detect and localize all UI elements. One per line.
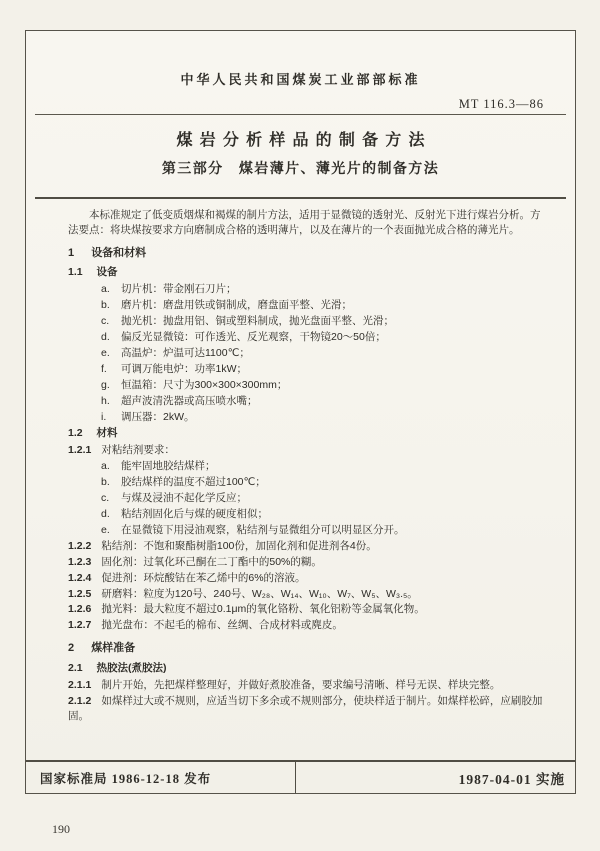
list-item-label: e. [101,346,110,359]
list-item-text: 能牢固地胶结煤样； [121,460,216,473]
document-header [26,31,575,199]
binder-requirements-list [68,459,547,538]
section-2-title: 煤样准备 [91,642,136,655]
clause [68,555,547,570]
list-item [68,314,547,329]
equipment-list [68,282,547,424]
clause-number: 2.1.2 [68,694,92,707]
page-frame [25,30,576,794]
clause [68,539,547,554]
clause-number: 1.2.6 [68,603,92,616]
list-item-label: g. [101,378,110,391]
clause [68,587,547,602]
list-item [68,362,547,377]
list-item-text: 调压器：2kW。 [121,410,195,423]
list-item-text: 磨片机：磨盘用铁或铜制成，磨盘面平整、光滑； [121,299,352,312]
list-item-label: b. [101,476,110,489]
clause-text: 抛光料：最大粒度不超过0.1μm的氧化铬粉、氧化铝粉等金属氧化物。 [101,603,425,616]
clause-text: 粘结剂：不饱和聚酯树脂100份，加固化剂和促进剂各4份。 [101,539,377,552]
list-item-label: d. [101,508,110,521]
section-1-heading [68,246,547,262]
clause-number: 1.2.3 [68,555,92,568]
list-item [68,346,547,361]
clause-text: 促进剂：环烷酸钴在苯乙烯中的6%的溶液。 [101,571,306,584]
list-item [68,475,547,490]
list-item-text: 粘结剂固化后与煤的硬度相似； [121,508,268,521]
list-item-label: c. [101,315,110,328]
list-item-text: 切片机：带金刚石刀片； [121,283,237,296]
list-item-label: a. [101,460,110,473]
footer-issue-box [26,762,296,793]
list-item-label: i. [101,410,107,423]
footer-implement [296,762,575,793]
clause-number: 1.2.2 [68,539,92,552]
subsection-2-1-heading [68,661,547,676]
clause-number: 2.1.1 [68,678,92,691]
list-item-text: 抛光机：抛盘用铝、铜或塑料制成，抛光盘面平整、光滑； [121,315,394,328]
footer-issue-text: 国家标准局 1986-12-18 发布 [40,771,212,786]
intro-paragraph: 本标准规定了低变质烟煤和褐煤的制片方法，适用于显微镜的透射光、反射光下进行煤岩分析。方法要点：将块煤按要求方向磨制成合格的透明薄片，以及在薄片的一个表面抛光成合格的薄光片。 [68,209,541,236]
clause-text: 对粘结剂要求： [101,444,175,457]
list-item-text: 恒温箱：尺寸为300×300×300mm； [121,378,288,391]
clause [68,602,547,617]
clause [68,678,547,693]
clause-number: 1.2.1 [68,444,92,457]
list-item [68,507,547,522]
list-item-text: 高温炉：炉温可达1100℃； [121,346,250,359]
standard-number: MT 116.3—86 [458,97,544,111]
standard-org-title: 中华人民共和国煤炭工业部部标准 [180,72,421,87]
clause-number: 1.2.4 [68,571,92,584]
clause-text: 如煤样过大或不规则，应适当切下多余或不规则部分，使块样适于制片。如煤样松碎，应刷胶加固。 [68,694,543,722]
clause-text: 固化剂：过氧化环己酮在二丁酯中的50%的糊。 [101,555,322,568]
subsection-1-2-heading [68,426,547,441]
subsection-1-1-number: 1.1 [68,266,83,279]
clause [68,694,547,724]
list-item [68,330,547,345]
footer [26,760,575,793]
list-item [68,491,547,506]
list-item-label: d. [101,331,110,344]
subsection-2-1-number: 2.1 [68,661,83,674]
subsection-2-1-title: 热胶法(煮胶法) [96,661,167,674]
subsection-1-1-title: 设备 [96,266,118,279]
list-item-text: 与煤及浸油不起化学反应； [121,492,247,505]
list-item-text: 超声波清洗器或高压喷水嘴； [121,394,258,407]
footer-implement-text: 1987-04-01 实施 [458,771,565,787]
list-item [68,410,547,425]
subsection-1-2-number: 1.2 [68,427,83,440]
clause-text: 抛光盘布：不起毛的棉布、丝绸、合成材料或麂皮。 [101,619,343,632]
subsection-1-2-title: 材料 [96,427,118,440]
list-item [68,378,547,393]
list-item-text: 胶结煤样的温度不超过100℃； [121,476,266,489]
clause [68,571,547,586]
list-item-label: f. [101,362,107,375]
list-item [68,394,547,409]
list-item-text: 在显微镜下用浸油观察，粘结剂与显微组分可以明显区分开。 [121,523,405,536]
list-item-label: h. [101,394,110,407]
section-2-number: 2 [68,642,75,655]
clause-text: 制片开始，先把煤样整理好，并做好煮胶准备，要求编号清晰、样号无误、样块完整。 [101,678,501,691]
document-subtitle: 第三部分 煤岩薄片、薄光片的制备方法 [161,160,440,176]
page-number: 190 [52,822,70,836]
document-title: 煤岩分析样品的制备方法 [176,132,432,149]
list-item-label: b. [101,299,110,312]
clause [68,618,547,633]
list-item-text: 偏反光显微镜：可作透光、反光观察，干物镜20～50倍； [121,331,386,344]
list-item [68,298,547,313]
list-item [68,459,547,474]
list-item-text: 可调万能电炉：功率1kW； [121,362,247,375]
section-1-number: 1 [68,246,75,259]
clause [68,443,547,458]
section-1-title: 设备和材料 [91,246,147,259]
clause-number: 1.2.5 [68,587,92,600]
subsection-1-1-heading [68,265,547,280]
clause-number: 1.2.7 [68,619,92,632]
section-2-heading [68,641,547,657]
document-body [26,199,575,760]
list-item [68,282,547,297]
header-rule [35,114,566,115]
list-item [68,523,547,538]
list-item-label: c. [101,492,110,505]
list-item-label: a. [101,283,110,296]
list-item-label: e. [101,523,110,536]
clause-text: 研磨料：粒度为120号、240号、W₂₈、W₁₄、W₁₀、W₇、W₅、W₃.₅。 [101,587,418,600]
